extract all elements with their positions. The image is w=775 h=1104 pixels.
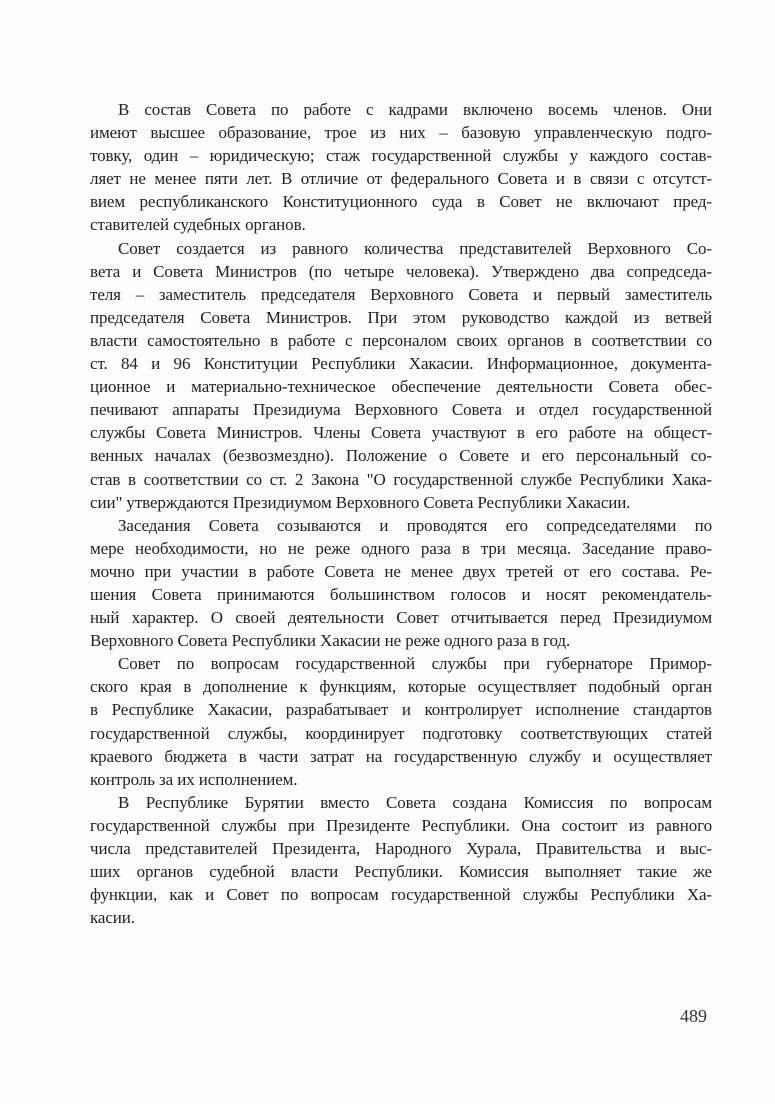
text-line: контроль за их исполнением.: [90, 769, 298, 789]
text-line: товку, один – юридическую; стаж государственной службы у каждого состав-: [90, 146, 712, 166]
text-line: ционное и материально-техническое обеспечение деятельности Совета обес-: [90, 377, 712, 397]
text-line: ского края в дополнение к функциям, которые осуществляет подобный орган: [90, 677, 712, 697]
text-line: ляет не менее пяти лет. В отличие от федерального Совета и в связи с отсутст-: [90, 169, 712, 189]
text-line: сии" утверждаются Президиумом Верховного Совета Республики Хакасии.: [90, 492, 631, 512]
text-line: В состав Совета по работе с кадрами включено восемь членов. Они: [118, 100, 712, 119]
text-line: ный характер. О своей деятельности Совет отчитывается перед Президиумом: [90, 608, 712, 628]
text-line: печивают аппараты Президиума Верховного Совета и отдел государственной: [90, 400, 712, 420]
paragraph-1: [90, 98, 712, 237]
text-line: ст. 84 и 96 Конституции Республики Хакасии. Информационное, документа-: [90, 354, 712, 374]
text-line: Совет по вопросам государственной службы при губернаторе Примор-: [118, 654, 712, 674]
text-line: в Республике Хакасии, разрабатывает и контролирует исполнение стандартов: [90, 700, 712, 720]
page-number: 489: [680, 1006, 707, 1026]
text-line: краевого бюджета в части затрат на государственную службу и осуществляет: [90, 746, 712, 766]
text-line: Заседания Совета созываются и проводятся его сопредседателями по: [118, 515, 712, 535]
text-line: числа представителей Президента, Народного Хурала, Правительства и выс-: [90, 839, 712, 858]
body-text: [90, 98, 712, 929]
text-line: ставителей судебных органов.: [90, 215, 306, 235]
text-line: касии.: [90, 908, 135, 928]
paragraph-2: [90, 237, 712, 514]
text-line: Совет создается из равного количества представителей Верховного Со-: [118, 238, 712, 258]
text-line: функции, как и Совет по вопросам государственной службы Республики Ха-: [90, 885, 712, 905]
text-line: государственной службы при Президенте Республики. Она состоит из равного: [90, 815, 712, 835]
text-line: председателя Совета Министров. При этом руководство каждой из ветвей: [90, 307, 712, 327]
text-line: венных началах (безвозмездно). Положение о Совете и его персональный со-: [90, 446, 712, 466]
paragraph-3: [90, 514, 712, 653]
text-line: Верховного Совета Республики Хакасии не реже одного раза в год.: [90, 631, 571, 651]
text-line: службы Совета Министров. Члены Совета участвуют в его работе на общест-: [90, 423, 712, 443]
text-line: вета и Совета Министров (по четыре человека). Утверждено два сопредседа-: [90, 261, 712, 281]
text-line: став в соответствии со ст. 2 Закона "О государственной службе Республики Хака-: [90, 469, 712, 489]
text-line: ших органов судебной власти Республики. Комиссия выполняет такие же: [90, 862, 712, 882]
text-line: вием республиканского Конституционного суда в Совет не включают пред-: [90, 192, 712, 212]
text-line: мочно при участии в работе Совета не менее двух третей от его состава. Ре-: [90, 561, 712, 581]
text-line: государственной службы, координирует подготовку соответствующих статей: [90, 723, 712, 743]
text-line: мере необходимости, но не реже одного раза в три месяца. Заседание право-: [90, 538, 712, 558]
text-line: власти самостоятельно в работе с персоналом своих органов в соответствии со: [90, 330, 712, 350]
text-line: шения Совета принимаются большинством голосов и носят рекомендатель-: [90, 584, 712, 604]
text-line: имеют высшее образование, трое из них – базовую управленческую подго-: [90, 123, 712, 143]
paragraph-5: [90, 791, 712, 930]
text-line: В Республике Бурятии вместо Совета создана Комиссия по вопросам: [118, 792, 712, 812]
paragraph-4: [90, 652, 712, 791]
text-line: теля – заместитель председателя Верховного Совета и первый заместитель: [90, 284, 712, 304]
